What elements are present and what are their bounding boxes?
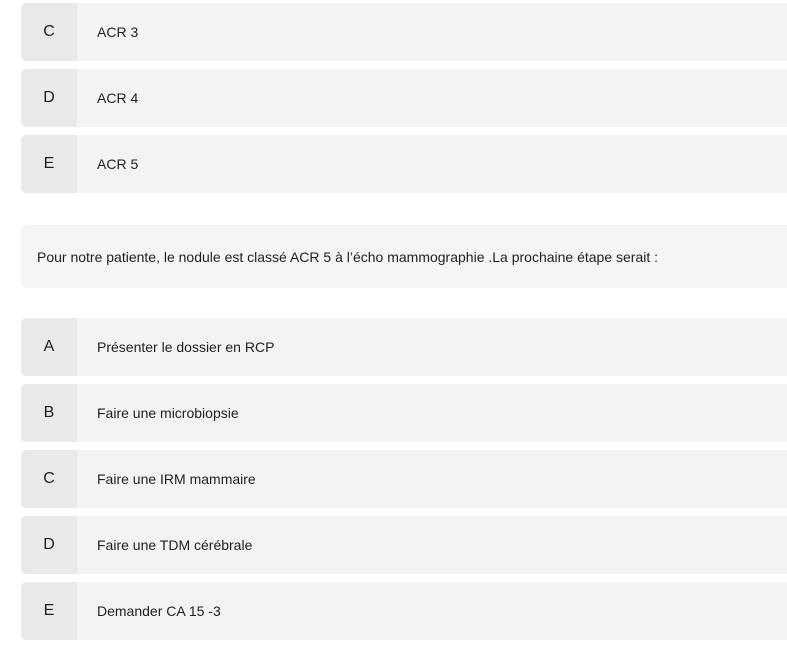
option-label: Faire une TDM cérébrale [97, 537, 253, 553]
option-label: Présenter le dossier en RCP [97, 339, 275, 355]
option-letter: A [21, 318, 77, 376]
option-letter: C [21, 450, 77, 508]
option-label: Demander CA 15 -3 [97, 603, 221, 619]
option-label: ACR 5 [97, 156, 139, 172]
question-card [21, 225, 787, 288]
option-d[interactable] [21, 516, 787, 574]
option-letter: D [21, 69, 77, 127]
option-letter: D [21, 516, 77, 574]
prev-option-e[interactable] [21, 135, 787, 193]
question-text: Pour notre patiente, le nodule est classé ACR 5 à l’écho mammographie .La prochaine étape serait : [37, 248, 659, 265]
option-letter: E [21, 135, 77, 193]
prev-option-d[interactable] [21, 69, 787, 127]
option-letter: E [21, 582, 77, 640]
option-label: Faire une microbiopsie [97, 405, 239, 421]
option-label: ACR 3 [97, 24, 139, 40]
prev-option-c[interactable] [21, 3, 787, 61]
option-b[interactable] [21, 384, 787, 442]
option-label: ACR 4 [97, 90, 139, 106]
option-letter: C [21, 3, 77, 61]
option-letter: B [21, 384, 77, 442]
option-a[interactable] [21, 318, 787, 376]
option-label: Faire une IRM mammaire [97, 471, 256, 487]
option-e[interactable] [21, 582, 787, 640]
option-c[interactable] [21, 450, 787, 508]
